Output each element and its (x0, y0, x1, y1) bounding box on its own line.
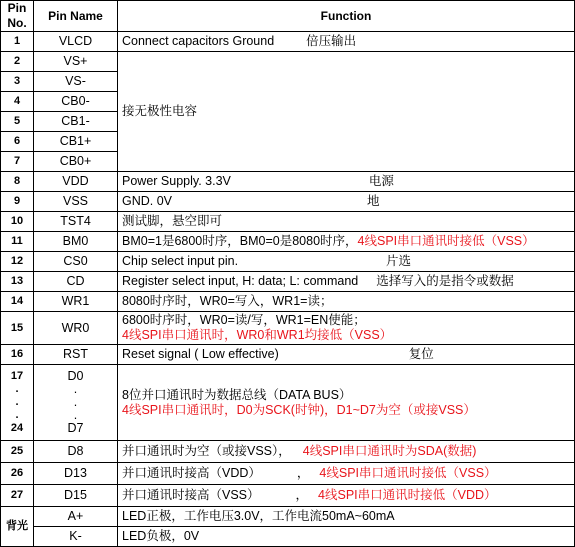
header-pin-no: Pin No. (1, 1, 34, 32)
table-row: 13 CD Register select input, H: data; L: command 选择写入的是指令或数据 (1, 272, 575, 292)
header-pin-name: Pin Name (34, 1, 118, 32)
table-row: 2 VS+ 接无极性电容 (1, 52, 575, 72)
table-row: 4 CB0- (1, 92, 575, 112)
table-row: 3 VS- (1, 72, 575, 92)
header-function: Function (118, 1, 575, 32)
table-row: K- LED负极，0V (1, 527, 575, 547)
table-row: 11 BM0 BM0=1是6800时序，BM0=0是8080时序，4线SPI串口通讯时接低（VSS） (1, 232, 575, 252)
table-row: 6 CB1+ (1, 132, 575, 152)
table-row: 15 WR0 6800时序时，WR0=读/写，WR1=EN使能； 4线SPI串口通讯时，WR0和WR1均接低（VSS） (1, 312, 575, 345)
table-row: 10 TST4 测试脚，悬空即可 (1, 212, 575, 232)
table-row: 27 D15 并口通讯时接高（VSS） ， 4线SPI串口通讯时接低（VDD） (1, 485, 575, 507)
table-row: 1 VLCD Connect capacitors Ground 倍压输出 (1, 32, 575, 52)
table-row: 7 CB0+ (1, 152, 575, 172)
table-row: 12 CS0 Chip select input pin. 片选 (1, 252, 575, 272)
table-row: 25 D8 并口通讯时为空（或接VSS）， 4线SPI串口通讯时为SDA(数据) (1, 441, 575, 463)
table-row: 5 CB1- (1, 112, 575, 132)
table-row: 8 VDD Power Supply. 3.3V 电源 (1, 172, 575, 192)
table-row-backlight: 背光 A+ LED正极，工作电压3.0V，工作电流50mA~60mA (1, 507, 575, 527)
header-row (1, 1, 575, 32)
table-row: 26 D13 并口通讯时接高（VDD） ， 4线SPI串口通讯时接低（VSS） (1, 463, 575, 485)
table-row: 9 VSS GND. 0V 地 (1, 192, 575, 212)
table-row: 16 RST Reset signal ( Low effective) 复位 (1, 345, 575, 365)
table-row-data-bus: 17 . . . 24 D0 . . . D7 8位并口通讯时为数据总线（DATA BUS） 4线SPI串口通讯时，D0为SCK(时钟)，D1~D7为空（或接VSS） (1, 365, 575, 441)
cap-group-note: 接无极性电容 (118, 52, 575, 172)
table-row: 14 WR1 8080时序时，WR0=写入，WR1=读； (1, 292, 575, 312)
